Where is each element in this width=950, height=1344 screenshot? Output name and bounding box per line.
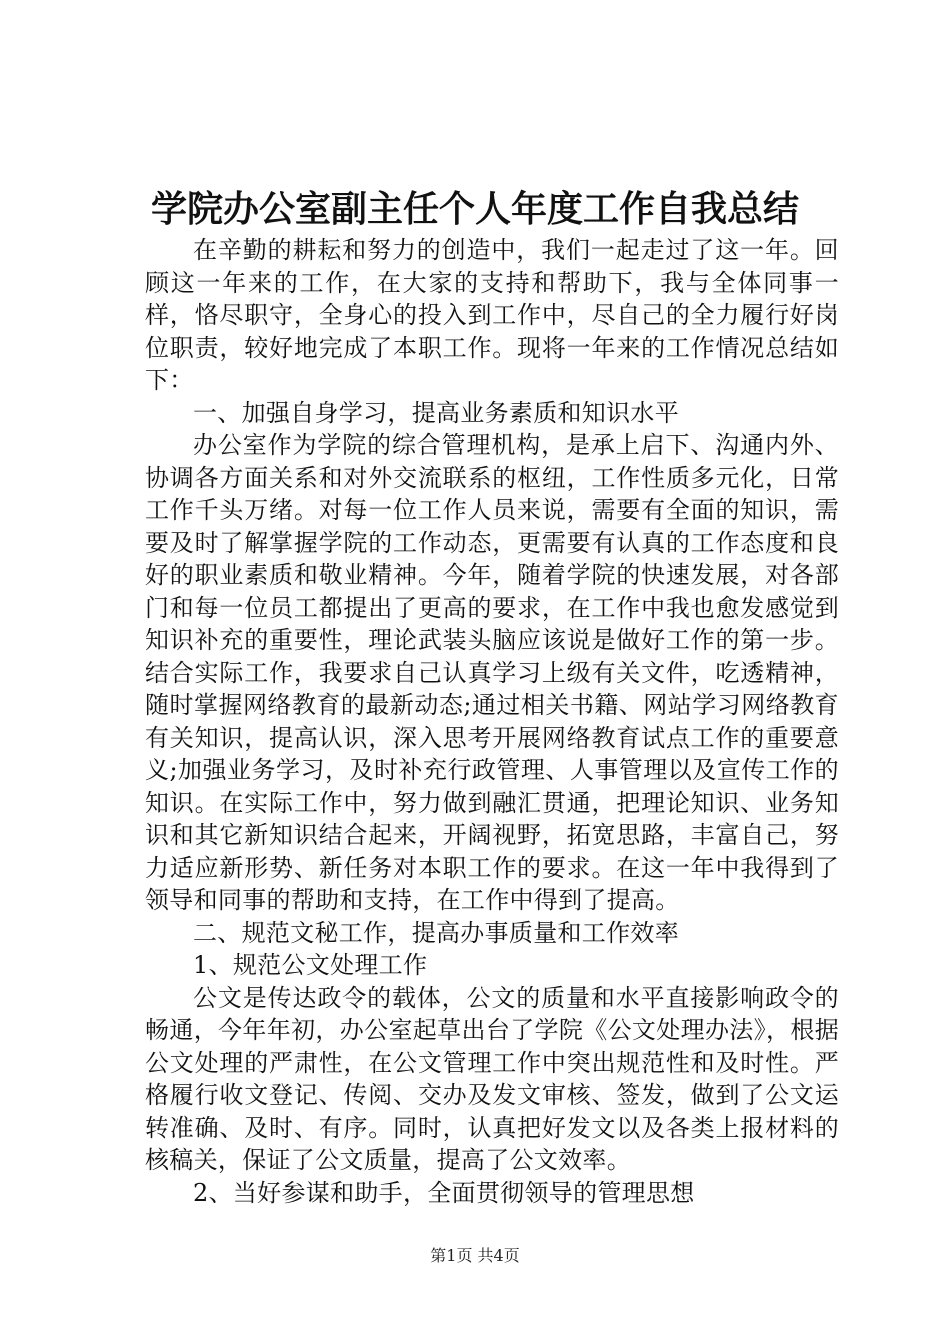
- document-body: [145, 234, 839, 1209]
- subheading-2-1: 1、规范公文处理工作: [193, 951, 428, 979]
- paragraph-2-1: 公文是传达政令的载体，公文的质量和水平直接影响政令的畅通，今年年初，办公室起草出台了学院《公文处理办法》，根据公文处理的严肃性，在公文管理工作中突出规范性和及时性。严格履行收文登记、传阅、交办及发文审核、签发，做到了公文运转准确、及时、有序。同时，认真把好发文以及各类上报材料的核稿关，保证了公文质量，提高了公文效率。: [145, 983, 839, 1174]
- paragraph-section-1: 办公室作为学院的综合管理机构，是承上启下、沟通内外、协调各方面关系和对外交流联系的枢纽，工作性质多元化，日常工作千头万绪。对每一位工作人员来说，需要有全面的知识，需要及时了解掌握学院的工作动态，更需要有认真的工作态度和良好的职业素质和敬业精神。今年，随着学院的快速发展，对各部门和每一位员工都提出了更高的要求，在工作中我也愈发感觉到知识补充的重要性，理论武装头脑应该说是做好工作的第一步。结合实际工作，我要求自己认真学习上级有关文件，吃透精神，随时掌握网络教育的最新动态;通过相关书籍、网站学习网络教育有关知识，提高认识，深入思考开展网络教育试点工作的重要意义;加强业务学习，及时补充行政管理、人事管理以及宣传工作的知识。在实际工作中，努力做到融汇贯通，把理论知识、业务知识和其它新知识结合起来，开阔视野，拓宽思路，丰富自己，努力适应新形势、新任务对本职工作的要求。在这一年中我得到了领导和同事的帮助和支持，在工作中得到了提高。: [145, 431, 839, 914]
- document-title: 学院办公室副主任个人年度工作自我总结: [150, 189, 799, 230]
- paragraph-intro: 在辛勤的耕耘和努力的创造中，我们一起走过了这一年。回顾这一年来的工作，在大家的支持和帮助下，我与全体同事一样，恪尽职守，全身心的投入到工作中，尽自己的全力履行好岗位职责，较好地完成了本职工作。现将一年来的工作情况总结如下：: [145, 236, 839, 394]
- heading-section-2: 二、规范文秘工作，提高办事质量和工作效率: [193, 918, 679, 947]
- subheading-2-2: 2、当好参谋和助手，全面贯彻领导的管理思想: [193, 1178, 695, 1207]
- page-footer: 第1页 共4页: [430, 1246, 520, 1265]
- heading-section-1: 一、加强自身学习，提高业务素质和知识水平: [193, 398, 679, 427]
